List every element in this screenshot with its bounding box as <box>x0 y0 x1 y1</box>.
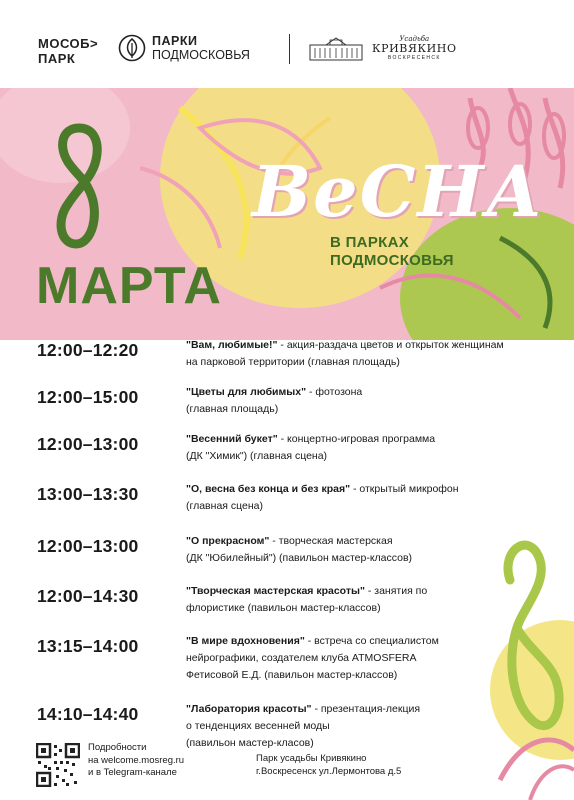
more-info-line3: и в Telegram-канале <box>88 767 177 778</box>
krivyakino-logo-usadba: Усадьба <box>399 35 430 43</box>
mosobpark-logo-line1: МОСОБ> <box>38 36 99 51</box>
schedule-description <box>186 533 546 567</box>
number-eight-graphic <box>50 122 108 252</box>
event-detail-line3: (павильон мастер-класов) <box>186 737 314 749</box>
event-detail-line2: (ДК "Химик") (главная сцена) <box>186 450 328 462</box>
schedule-time: 13:15–14:00 <box>37 636 139 656</box>
schedule-time: 14:10–14:40 <box>37 704 139 724</box>
more-info-link[interactable]: на welcome.mosreg.ru <box>88 754 185 766</box>
event-detail: - презентация-лекция <box>311 703 421 715</box>
event-detail-line3: Фетисовой Е.Д. (павильон мастер-классов) <box>186 669 398 681</box>
event-detail: - творческая мастерская <box>269 535 393 547</box>
parki-podmoskovya-logo <box>118 34 250 62</box>
parki-logo-line1: ПАРКИ <box>152 34 198 48</box>
more-info-line1: Подробности <box>88 742 147 753</box>
event-title: "Цветы для любимых" <box>186 386 307 398</box>
event-detail-line2: о тенденциях весенней моды <box>186 720 330 732</box>
mosobpark-logo <box>38 36 98 66</box>
event-detail-line2: (главная сцена) <box>186 500 264 512</box>
schedule-description <box>186 481 546 515</box>
schedule-description <box>186 384 546 418</box>
schedule-time: 13:00–13:30 <box>37 484 139 504</box>
parki-logo-line2: ПОДМОСКОВЬЯ <box>152 48 250 62</box>
event-title: "Весенний букет" <box>186 433 278 445</box>
event-title: "О прекрасном" <box>186 535 270 547</box>
krivyakino-logo <box>372 35 457 61</box>
schedule-description <box>186 701 546 752</box>
event-detail: - встреча со специалистом <box>304 635 439 647</box>
krivyakino-logo-name: КРИВЯКИНО <box>372 42 457 55</box>
schedule-description <box>186 583 546 617</box>
schedule-time: 12:00–14:30 <box>37 586 139 606</box>
event-title: "Вам, любимые!" <box>186 339 278 351</box>
event-detail: - открытый микрофон <box>350 483 459 495</box>
event-detail-line2: флористике (павильон мастер-классов) <box>186 602 381 614</box>
mosobpark-logo-line2: ПАРК <box>38 51 76 66</box>
address-line1: Парк усадьбы Кривякино <box>256 753 367 764</box>
event-title: "В мире вдохновения" <box>186 635 305 647</box>
address-text <box>256 753 401 778</box>
hero-subtitle-line1: В ПАРКАХ <box>330 234 410 251</box>
schedule-time: 12:00–15:00 <box>37 387 139 407</box>
event-detail: - фотозона <box>306 386 363 398</box>
schedule-time: 12:00–13:00 <box>37 434 139 454</box>
event-detail-line2: (ДК "Юбилейный") (павильон мастер-классов) <box>186 552 413 564</box>
event-detail: - занятия по <box>364 585 428 597</box>
schedule-description <box>186 633 546 684</box>
hero-subtitle <box>330 234 454 270</box>
event-detail-line2: нейрографики, создателем клуба ATMOSFERA <box>186 652 417 664</box>
schedule-time: 12:00–12:20 <box>37 340 139 360</box>
schedule-description <box>186 337 546 371</box>
header <box>0 30 574 74</box>
krivyakino-logo-city: ВОСКРЕСЕНСК <box>387 55 441 61</box>
event-detail-line2: (главная площадь) <box>186 403 279 415</box>
hero-subtitle-line2: ПОДМОСКОВЬЯ <box>330 252 454 269</box>
more-info-text <box>88 742 184 780</box>
event-title: "Творческая мастерская красоты" <box>186 585 365 597</box>
schedule-time: 12:00–13:00 <box>37 536 139 556</box>
month-label: МАРТА <box>36 257 222 315</box>
hero-title: ВеСНА <box>252 150 545 233</box>
leaf-circle-icon <box>118 34 146 62</box>
event-title: "О, весна без конца и без края" <box>186 483 351 495</box>
event-detail: - акция-раздача цветов и открыток женщинам <box>277 339 504 351</box>
schedule-description <box>186 431 546 465</box>
qr-code-icon[interactable] <box>36 743 80 787</box>
address-line2: г.Воскресенск ул.Лермонтова д.5 <box>256 765 402 777</box>
event-title: "Лаборатория красоты" <box>186 703 312 715</box>
logo-divider <box>289 34 290 64</box>
manor-house-icon <box>306 36 366 62</box>
event-detail-line2: на парковой территории (главная площадь) <box>186 356 400 368</box>
event-detail: - концертно-игровая программа <box>277 433 436 445</box>
